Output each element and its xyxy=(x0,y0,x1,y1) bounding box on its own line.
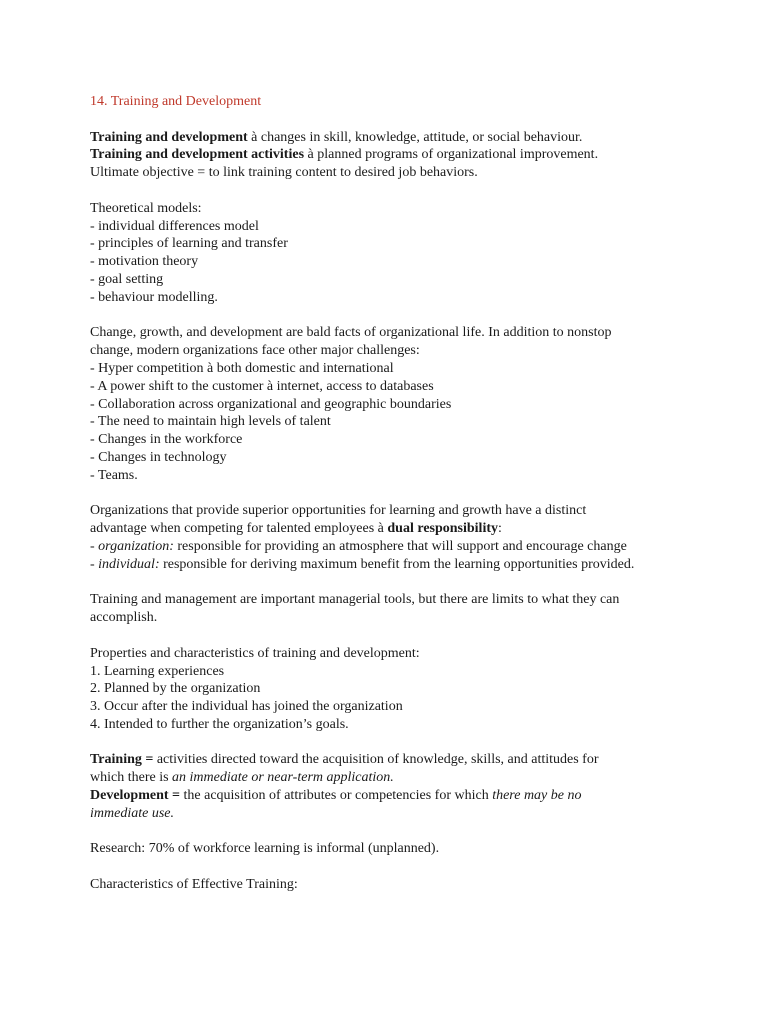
section-heading: 14. Training and Development xyxy=(90,94,262,109)
list-item: - individual differences model xyxy=(90,218,259,234)
paragraph-line: accomplish. xyxy=(90,610,158,626)
list-item: - A power shift to the customer à internet, access to databases xyxy=(90,378,434,394)
paragraph-line: Organizations that provide superior opportunities for learning and growth have a distinct xyxy=(90,503,587,519)
definition-training-and-development: Training and development à changes in skill, knowledge, attitude, or social behaviour. xyxy=(90,129,583,145)
term: Training and development activities xyxy=(90,147,305,163)
training-definition: Training = activities directed toward the acquisition of knowledge, skills, and attitudes for xyxy=(90,752,599,768)
term: Training = xyxy=(90,752,154,768)
properties-title: Properties and characteristics of training and development: xyxy=(90,645,420,661)
development-definition: Development = the acquisition of attributes or competencies for which there may be no xyxy=(90,788,582,804)
document-body xyxy=(90,93,700,894)
list-item: - The need to maintain high levels of talent xyxy=(90,414,331,430)
training-definition-cont: which there is an immediate or near-term application. xyxy=(90,770,394,786)
list-item: - Hyper competition à both domestic and international xyxy=(90,360,394,376)
list-item: 2. Planned by the organization xyxy=(90,681,261,697)
paragraph-line: change, modern organizations face other major challenges: xyxy=(90,343,420,359)
paragraph-line: Training and management are important managerial tools, but there are limits to what they can xyxy=(90,592,620,608)
dual-responsibility: dual responsibility xyxy=(387,521,499,537)
list-item: 1. Learning experiences xyxy=(90,663,225,679)
term: Training and development xyxy=(90,129,248,145)
list-item: 4. Intended to further the organization’s goals. xyxy=(90,716,349,732)
list-item: - goal setting xyxy=(90,271,164,287)
list-item: - Changes in technology xyxy=(90,449,227,465)
list-item: - Collaboration across organizational and geographic boundaries xyxy=(90,396,452,412)
definition-training-activities: Training and development activities à planned programs of organizational improvement. xyxy=(90,147,599,163)
paragraph-line: advantage when competing for talented employees à dual responsibility: xyxy=(90,521,502,537)
list-item: - behaviour modelling. xyxy=(90,289,218,305)
list-item: - Teams. xyxy=(90,467,138,483)
ultimate-objective: Ultimate objective = to link training content to desired job behaviors. xyxy=(90,165,478,181)
list-item: - Changes in the workforce xyxy=(90,432,243,448)
research-note: Research: 70% of workforce learning is informal (unplanned). xyxy=(90,841,440,857)
development-definition-cont: immediate use. xyxy=(90,805,174,821)
list-item: - motivation theory xyxy=(90,254,199,270)
list-item-organization: - organization: responsible for providing an atmosphere that will support and encourage change xyxy=(90,538,627,554)
models-title: Theoretical models: xyxy=(90,200,202,216)
effective-training-title: Characteristics of Effective Training: xyxy=(90,877,298,893)
paragraph-line: Change, growth, and development are bald facts of organizational life. In addition to nonstop xyxy=(90,325,612,341)
list-item-individual: - individual: responsible for deriving maximum benefit from the learning opportunities provided. xyxy=(90,556,635,572)
list-item: 3. Occur after the individual has joined the organization xyxy=(90,699,403,715)
list-item: - principles of learning and transfer xyxy=(90,236,288,252)
term: Development = xyxy=(90,788,181,804)
